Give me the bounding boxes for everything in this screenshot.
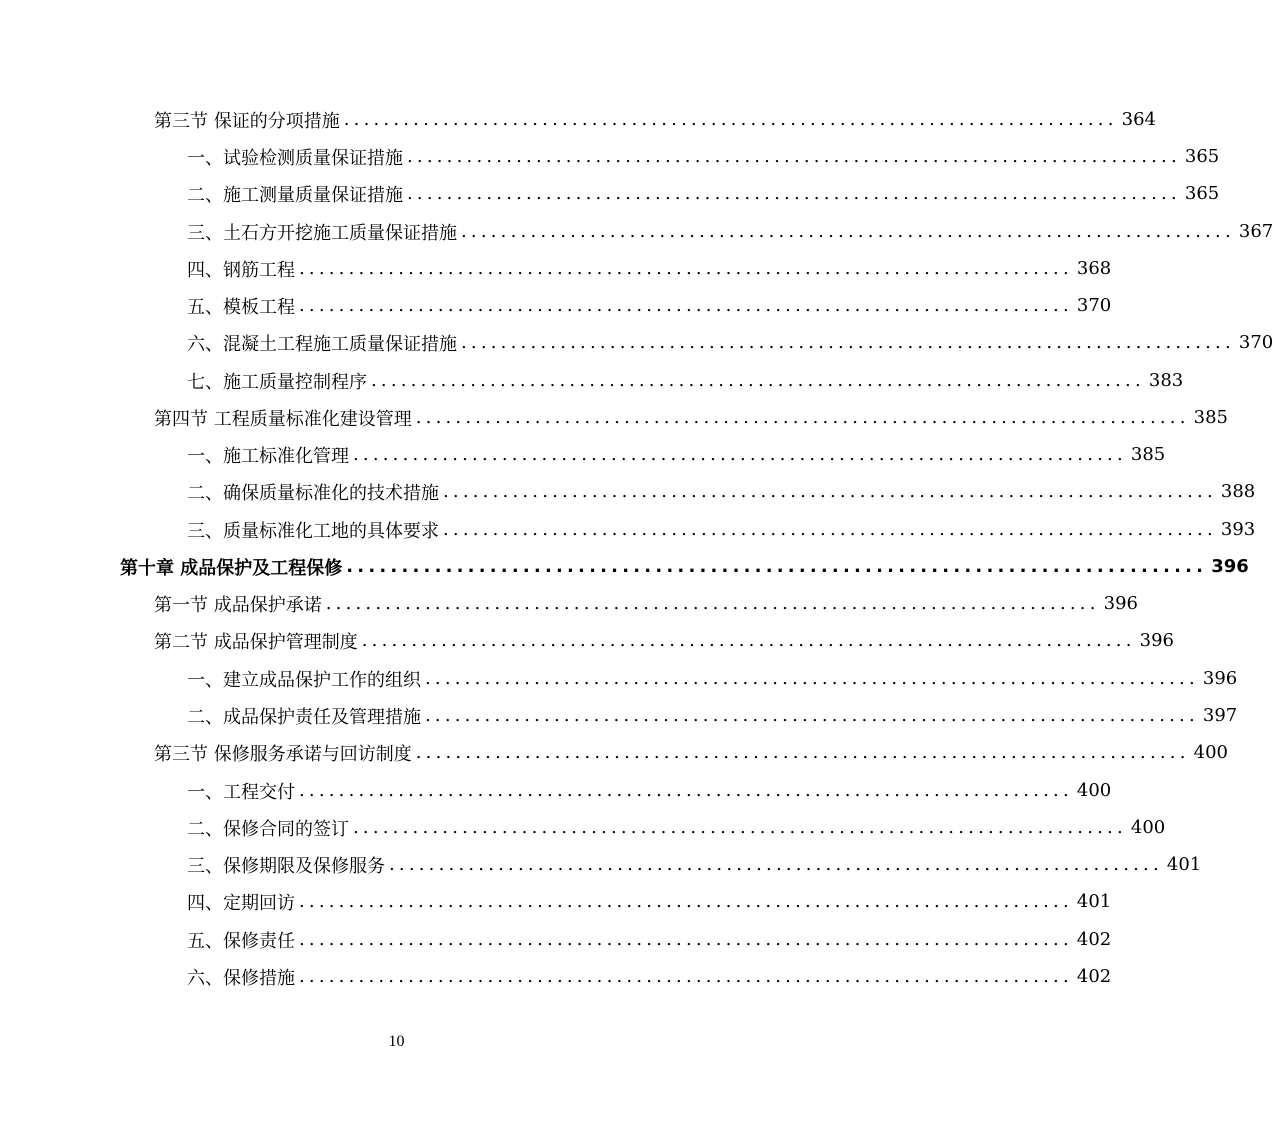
toc-leader-dots: .............................................................................. [299,780,1073,801]
toc-leader-dots: .............................................................................. [343,109,1118,130]
toc-leader-dots: .............................................................................. [443,481,1217,502]
toc-entry-label: 一、工程交付 [187,781,295,803]
toc-entry-page: 383 [1148,370,1184,391]
toc-leader-dots: .............................................................................. [443,519,1217,540]
toc-entry-label: 第十章 成品保护及工程保修 [120,557,343,579]
toc-entry-label: 二、成品保护责任及管理措施 [187,706,421,728]
toc-leader-dots: .............................................................................. [299,966,1073,987]
toc-entry-label: 第二节 成品保护管理制度 [154,631,358,653]
toc-entry-page: 370 [1238,332,1273,353]
toc-entry[interactable] [187,436,1166,473]
toc-entry[interactable] [187,883,1112,920]
toc-entry-page: 365 [1184,146,1220,167]
toc-entry[interactable] [187,697,1238,734]
toc-entry-label: 七、施工质量控制程序 [187,371,367,393]
toc-entry[interactable] [154,101,1156,138]
toc-entry-page: 402 [1076,966,1112,987]
toc-entry-label: 四、钢筋工程 [187,259,295,281]
toc-leader-dots: .............................................................................. [371,370,1145,391]
toc-entry-label: 五、保修责任 [187,930,295,952]
toc-leader-dots: .............................................................................. [461,221,1235,242]
toc-entry-label: 三、保修期限及保修服务 [187,855,385,877]
toc-entry-page: 396 [1211,556,1249,577]
toc-entry[interactable] [187,362,1184,399]
toc-entry-label: 六、混凝土工程施工质量保证措施 [187,333,457,355]
toc-entry[interactable] [187,250,1112,287]
toc-entry-page: 385 [1130,444,1166,465]
toc-entry[interactable] [187,324,1273,361]
toc-entry-label: 四、定期回访 [187,892,295,914]
toc-entry-page: 385 [1193,407,1228,428]
toc-leader-dots: .............................................................................. [407,146,1181,167]
toc-entry[interactable] [187,175,1220,212]
toc-entry[interactable] [154,734,1228,771]
toc-entry[interactable] [187,772,1112,809]
toc-entry-page: 367 [1238,221,1273,242]
toc-leader-dots: .............................................................................. [299,929,1073,950]
toc-entry-label: 二、确保质量标准化的技术措施 [187,482,439,504]
toc-entry[interactable] [120,548,1249,585]
toc-entry-page: 365 [1184,183,1220,204]
toc-entry-page: 400 [1076,780,1112,801]
toc-entry-page: 401 [1166,854,1202,875]
toc-leader-dots: .............................................................................. [299,258,1073,279]
toc-leader-dots: .............................................................................. [353,817,1127,838]
toc-entry-label: 第三节 保证的分项措施 [154,110,340,132]
toc-entry[interactable] [154,585,1138,622]
page-number: 10 [388,1033,405,1050]
toc-entry[interactable] [154,399,1228,436]
toc-leader-dots: .............................................................................. [361,630,1136,651]
toc-entry[interactable] [187,660,1238,697]
toc-entry-page: 388 [1220,481,1256,502]
toc-entry-page: 393 [1220,519,1256,540]
toc-leader-dots: .............................................................................. [425,705,1199,726]
toc-entry-label: 三、土石方开挖施工质量保证措施 [187,222,457,244]
toc-entry-page: 401 [1076,891,1112,912]
toc-entry-label: 第一节 成品保护承诺 [154,594,322,616]
toc-entry[interactable] [187,846,1202,883]
toc-leader-dots: .............................................................................. [299,295,1073,316]
toc-leader-dots: .............................................................................. [415,742,1190,763]
toc-entry-page: 396 [1103,593,1138,614]
toc-entry-page: 397 [1202,705,1238,726]
toc-entry-page: 370 [1076,295,1112,316]
toc-entry-label: 五、模板工程 [187,296,295,318]
toc-entry[interactable] [187,511,1256,548]
toc-entry-label: 一、试验检测质量保证措施 [187,147,403,169]
toc-entry-label: 一、施工标准化管理 [187,445,349,467]
toc-entry-page: 364 [1121,109,1156,130]
toc-entry-page: 396 [1202,668,1238,689]
toc-leader-dots: .............................................................................. [299,891,1073,912]
toc-leader-dots: .............................................................................. [407,183,1181,204]
toc-leader-dots: .............................................................................. [425,668,1199,689]
toc-entry-page: 368 [1076,258,1112,279]
toc-entry-page: 402 [1076,929,1112,950]
toc-leader-dots: .............................................................................. [389,854,1163,875]
toc-entry-page: 400 [1193,742,1228,763]
toc-leader-dots: .............................................................................. [325,593,1100,614]
toc-entry-label: 三、质量标准化工地的具体要求 [187,520,439,542]
toc-entry[interactable] [187,809,1166,846]
toc-leader-dots: .............................................................................. [346,556,1208,577]
toc-entry-page: 396 [1139,630,1174,651]
toc-entry[interactable] [187,473,1256,510]
toc-leader-dots: .............................................................................. [353,444,1127,465]
toc-entry[interactable] [187,287,1112,324]
toc-entry-label: 第三节 保修服务承诺与回访制度 [154,743,412,765]
toc-leader-dots: .............................................................................. [461,332,1235,353]
toc-entry-label: 第四节 工程质量标准化建设管理 [154,408,412,430]
toc-leader-dots: .............................................................................. [415,407,1190,428]
toc-entry[interactable] [187,921,1112,958]
toc-entry-label: 二、施工测量质量保证措施 [187,184,403,206]
toc-entry[interactable] [187,138,1220,175]
toc-entry[interactable] [154,622,1174,659]
toc-entry-label: 六、保修措施 [187,967,295,989]
toc-entry[interactable] [187,213,1273,250]
toc-entry-label: 一、建立成品保护工作的组织 [187,669,421,691]
toc-entry-label: 二、保修合同的签订 [187,818,349,840]
toc-entry[interactable] [187,958,1112,995]
toc-entry-page: 400 [1130,817,1166,838]
